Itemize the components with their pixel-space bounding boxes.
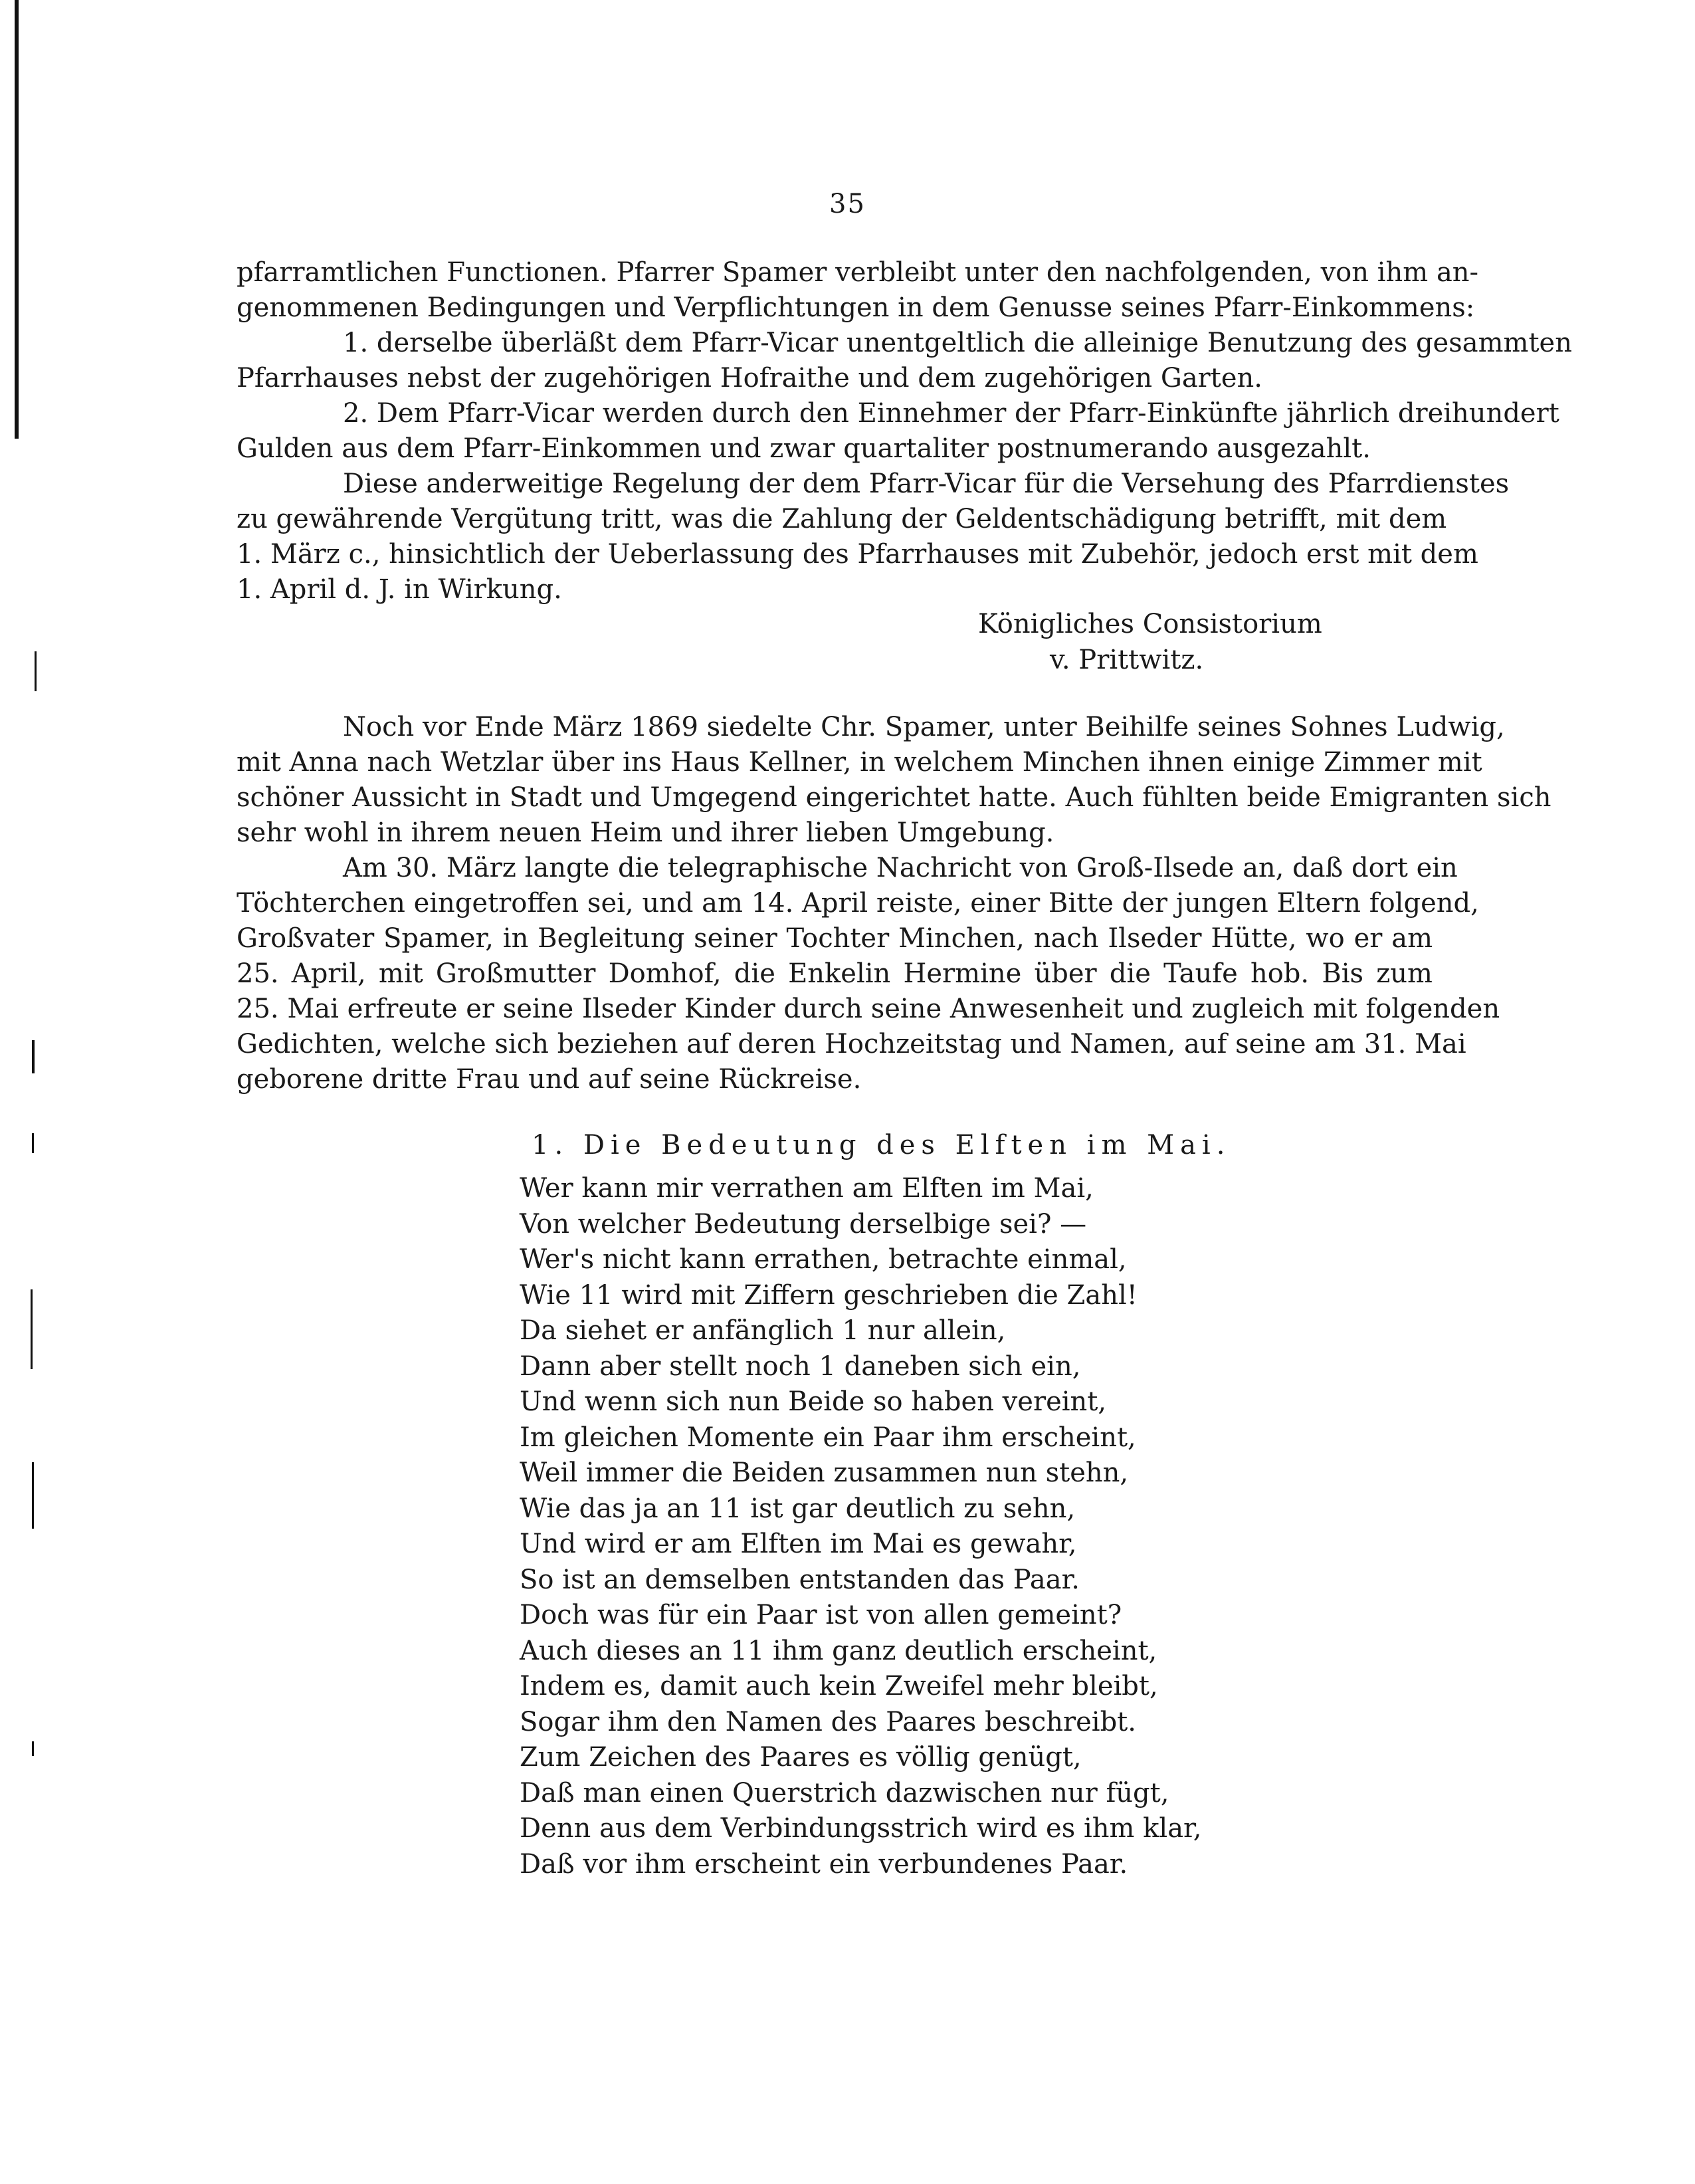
text-line: geborene dritte Frau und auf seine Rückreise. bbox=[237, 1064, 862, 1095]
scan-edge-mark bbox=[32, 1040, 35, 1073]
text-line: zu gewährende Vergütung tritt, was die Zahlung der Geldentschädigung betrifft, mit dem bbox=[237, 504, 1447, 534]
poem-line: Dann aber stellt noch 1 daneben sich ein, bbox=[520, 1351, 1081, 1382]
poem-line: Indem es, damit auch kein Zweifel mehr bleibt, bbox=[520, 1671, 1158, 1701]
text-line: 2. Dem Pfarr-Vicar werden durch den Einnehmer der Pfarr-Einkünfte jährlich dreihundert bbox=[343, 398, 1559, 429]
signature-authority: Königliches Consistorium bbox=[978, 609, 1322, 639]
text-line: sehr wohl in ihrem neuen Heim und ihrer lieben Umgebung. bbox=[237, 818, 1054, 848]
text-line: Diese anderweitige Regelung der dem Pfarr-Vicar für die Versehung des Pfarrdienstes bbox=[343, 469, 1510, 499]
scan-edge-mark bbox=[32, 1133, 34, 1153]
poem-line: Doch was für ein Paar ist von allen gemeint? bbox=[520, 1600, 1122, 1630]
poem-line: Weil immer die Beiden zusammen nun stehn, bbox=[520, 1458, 1129, 1488]
text-line: 1. derselbe überläßt dem Pfarr-Vicar unentgeltlich die alleinige Benutzung des gesammten bbox=[343, 328, 1572, 358]
poem-line: Auch dieses an 11 ihm ganz deutlich erscheint, bbox=[520, 1635, 1157, 1666]
poem-line: Daß man einen Querstrich dazwischen nur fügt, bbox=[520, 1777, 1169, 1808]
text-line: genommenen Bedingungen und Verpflichtungen in dem Genusse seines Pfarr-Einkommens: bbox=[237, 292, 1475, 323]
poem-line: Denn aus dem Verbindungsstrich wird es ihm klar, bbox=[520, 1813, 1202, 1844]
poem-line: Daß vor ihm erscheint ein verbundenes Paar. bbox=[520, 1848, 1128, 1880]
scan-edge-mark bbox=[35, 651, 37, 691]
poem-line: Und wird er am Elften im Mai es gewahr, bbox=[520, 1529, 1077, 1559]
text-line: Gedichten, welche sich beziehen auf deren Hochzeitstag und Namen, auf seine am 31. Mai bbox=[237, 1029, 1466, 1059]
text-line: Großvater Spamer, in Begleitung seiner Tochter Minchen, nach Ilseder Hütte, wo er am bbox=[237, 923, 1433, 954]
scan-edge-mark bbox=[32, 1741, 34, 1756]
narrative-paragraphs bbox=[237, 710, 1551, 1097]
poem-line: Wie das ja an 11 ist gar deutlich zu sehn, bbox=[520, 1493, 1076, 1524]
text-line: Töchterchen eingetroffen sei, und am 14. April reiste, einer Bitte der jungen Eltern folgend, bbox=[237, 888, 1479, 919]
poem-line: Von welcher Bedeutung derselbige sei? — bbox=[520, 1208, 1087, 1240]
decree-paragraphs bbox=[237, 255, 1572, 607]
scan-edge-mark bbox=[31, 1289, 33, 1369]
poem-line: Wer's nicht kann errathen, betrachte einmal, bbox=[520, 1244, 1127, 1275]
poem-line: Zum Zeichen des Paares es völlig genügt, bbox=[520, 1742, 1082, 1773]
text-line: 25. Mai erfreute er seine Ilseder Kinder durch seine Anwesenheit und zugleich mit folgenden bbox=[237, 994, 1500, 1024]
text-line: pfarramtlichen Functionen. Pfarrer Spamer verbleibt unter den nachfolgenden, von ihm an- bbox=[237, 257, 1479, 288]
page-number: 35 bbox=[829, 189, 866, 219]
poem-line: Da siehet er anfänglich 1 nur allein, bbox=[520, 1315, 1006, 1346]
poem-line: Und wenn sich nun Beide so haben vereint, bbox=[520, 1386, 1107, 1417]
text-line: schöner Aussicht in Stadt und Umgegend eingerichtet hatte. Auch fühlten beide Emigranten sich bbox=[237, 782, 1551, 813]
text-line: 25. April, mit Großmutter Domhof, die Enkelin Hermine über die Taufe hob. Bis zum bbox=[237, 958, 1433, 989]
text-line: Am 30. März langte die telegraphische Nachricht von Groß-Ilsede an, daß dort ein bbox=[343, 853, 1458, 883]
poem-line: Wie 11 wird mit Ziffern geschrieben die Zahl! bbox=[520, 1279, 1138, 1311]
poem-line: Wer kann mir verrathen am Elften im Mai, bbox=[520, 1173, 1094, 1204]
text-line: mit Anna nach Wetzlar über ins Haus Kellner, in welchem Minchen ihnen einige Zimmer mit bbox=[237, 747, 1482, 778]
poem bbox=[520, 1171, 1201, 1882]
text-line: Gulden aus dem Pfarr-Einkommen und zwar quartaliter postnumerando ausgezahlt. bbox=[237, 433, 1371, 464]
text-line: 1. März c., hinsichtlich der Ueberlassung des Pfarrhauses mit Zubehör, jedoch erst mit dem bbox=[237, 539, 1478, 570]
text-line: Noch vor Ende März 1869 siedelte Chr. Spamer, unter Beihilfe seines Sohnes Ludwig, bbox=[343, 712, 1505, 742]
poem-title: 1. Die Bedeutung des Elften im Mai. bbox=[532, 1130, 1231, 1160]
text-line: Pfarrhauses nebst der zugehörigen Hofraithe und dem zugehörigen Garten. bbox=[237, 363, 1263, 393]
text-line: 1. April d. J. in Wirkung. bbox=[237, 574, 562, 605]
signature-name: v. Prittwitz. bbox=[1050, 645, 1204, 675]
poem-line: Im gleichen Momente ein Paar ihm erscheint, bbox=[520, 1422, 1136, 1453]
poem-line: So ist an demselben entstanden das Paar. bbox=[520, 1564, 1080, 1595]
scan-edge-mark-top bbox=[15, 0, 19, 439]
scan-edge-mark bbox=[32, 1462, 34, 1529]
poem-line: Sogar ihm den Namen des Paares beschreibt. bbox=[520, 1706, 1136, 1737]
